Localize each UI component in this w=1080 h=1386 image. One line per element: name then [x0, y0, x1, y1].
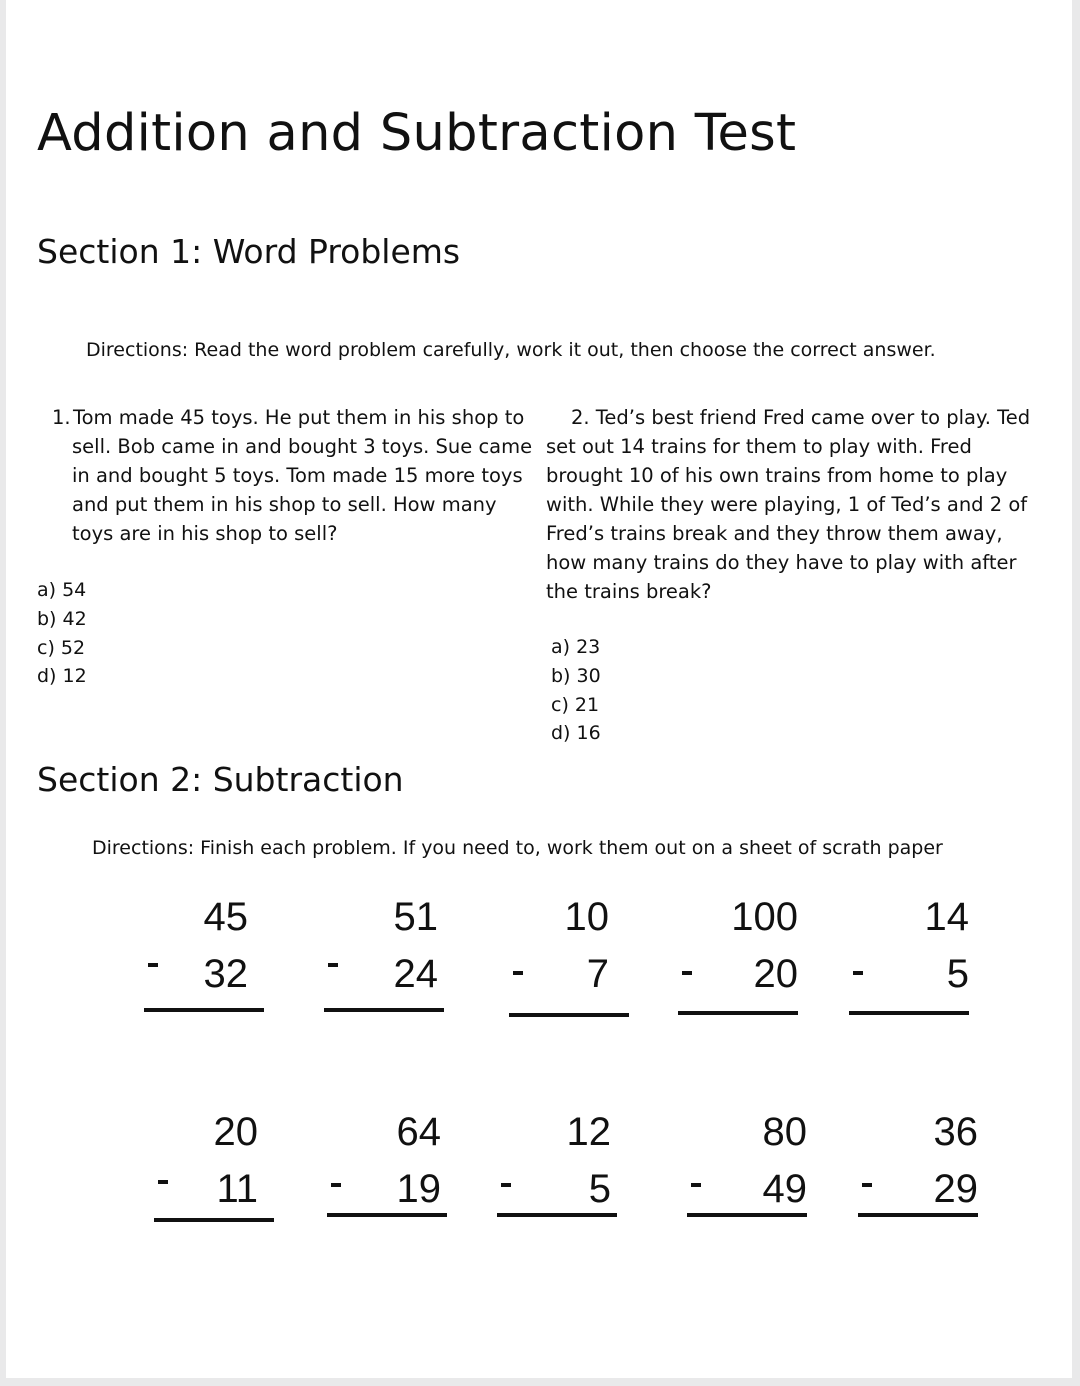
worksheet-page [6, 0, 1072, 1378]
answer-line[interactable] [327, 1213, 447, 1217]
minus-sign [853, 971, 863, 975]
subtrahend: 24 [393, 952, 438, 996]
subtrahend: 29 [933, 1167, 978, 1211]
answer-line[interactable] [678, 1011, 798, 1015]
subtrahend: 32 [203, 952, 248, 996]
word-problem-2 [546, 403, 1046, 606]
minus-sign [328, 963, 338, 967]
section1-heading: Section 1: Word Problems [37, 232, 461, 271]
minuend: 100 [731, 895, 798, 939]
answer-line[interactable] [154, 1218, 274, 1222]
option-c[interactable]: c) 52 [37, 636, 86, 659]
answer-line[interactable] [849, 1011, 969, 1015]
subtrahend: 5 [946, 952, 969, 996]
minus-sign [501, 1183, 511, 1187]
minus-sign [148, 963, 158, 967]
answer-line[interactable] [324, 1008, 444, 1012]
section2-directions: Directions: Finish each problem. If you need to, work them out on a sheet of scrath paper [92, 837, 943, 859]
subtrahend: 20 [753, 952, 798, 996]
minuend: 51 [393, 895, 438, 939]
minuend: 20 [213, 1110, 258, 1154]
section1-directions: Directions: Read the word problem carefully, work it out, then choose the correct answer. [86, 339, 936, 361]
minuend: 14 [924, 895, 969, 939]
subtrahend: 5 [588, 1167, 611, 1211]
section2-heading: Section 2: Subtraction [37, 760, 404, 799]
problem-number: 1. [52, 406, 71, 429]
minus-sign [331, 1183, 341, 1187]
option-b[interactable]: b) 30 [551, 664, 601, 687]
option-d[interactable]: d) 16 [551, 722, 601, 745]
problem-text: Tom made 45 toys. He put them in his shop to sell. Bob came in and bought 3 toys. Sue came in and bought 5 toys. Tom made 15 more toys and put them in his shop to sell. How many toys are in his shop to sell? [72, 406, 533, 545]
problem-text: 2. Ted’s best friend Fred came over to play. Ted set out 14 trains for them to play with. Fred brought 10 of his own trains from home to play with. While they were playing, 1 of Ted’s and 2 of Fred’s trains break and they throw them away, how many trains do they have to play with after the trains break? [546, 406, 1031, 603]
minuend: 45 [203, 895, 248, 939]
option-d[interactable]: d) 12 [37, 665, 87, 688]
answer-line[interactable] [858, 1213, 978, 1217]
minuend: 36 [933, 1110, 978, 1154]
minus-sign [158, 1180, 168, 1184]
subtrahend: 7 [586, 952, 609, 996]
subtrahend: 19 [396, 1167, 441, 1211]
answer-line[interactable] [144, 1008, 264, 1012]
subtrahend: 49 [762, 1167, 807, 1211]
minuend: 12 [566, 1110, 611, 1154]
answer-options-1 [37, 576, 87, 691]
minuend: 80 [762, 1110, 807, 1154]
minus-sign [513, 971, 523, 975]
option-c[interactable]: c) 21 [551, 693, 600, 716]
subtrahend: 11 [216, 1167, 258, 1211]
answer-options-2 [551, 633, 601, 748]
minuend: 64 [396, 1110, 441, 1154]
option-a[interactable]: a) 54 [37, 579, 87, 601]
answer-line[interactable] [497, 1213, 617, 1217]
answer-line[interactable] [509, 1013, 629, 1017]
option-b[interactable]: b) 42 [37, 607, 87, 630]
minus-sign [691, 1183, 701, 1187]
minus-sign [682, 971, 692, 975]
page-title: Addition and Subtraction Test [37, 104, 797, 163]
answer-line[interactable] [687, 1213, 807, 1217]
option-a[interactable]: a) 23 [551, 636, 601, 658]
minus-sign [862, 1183, 872, 1187]
minuend: 10 [564, 895, 609, 939]
